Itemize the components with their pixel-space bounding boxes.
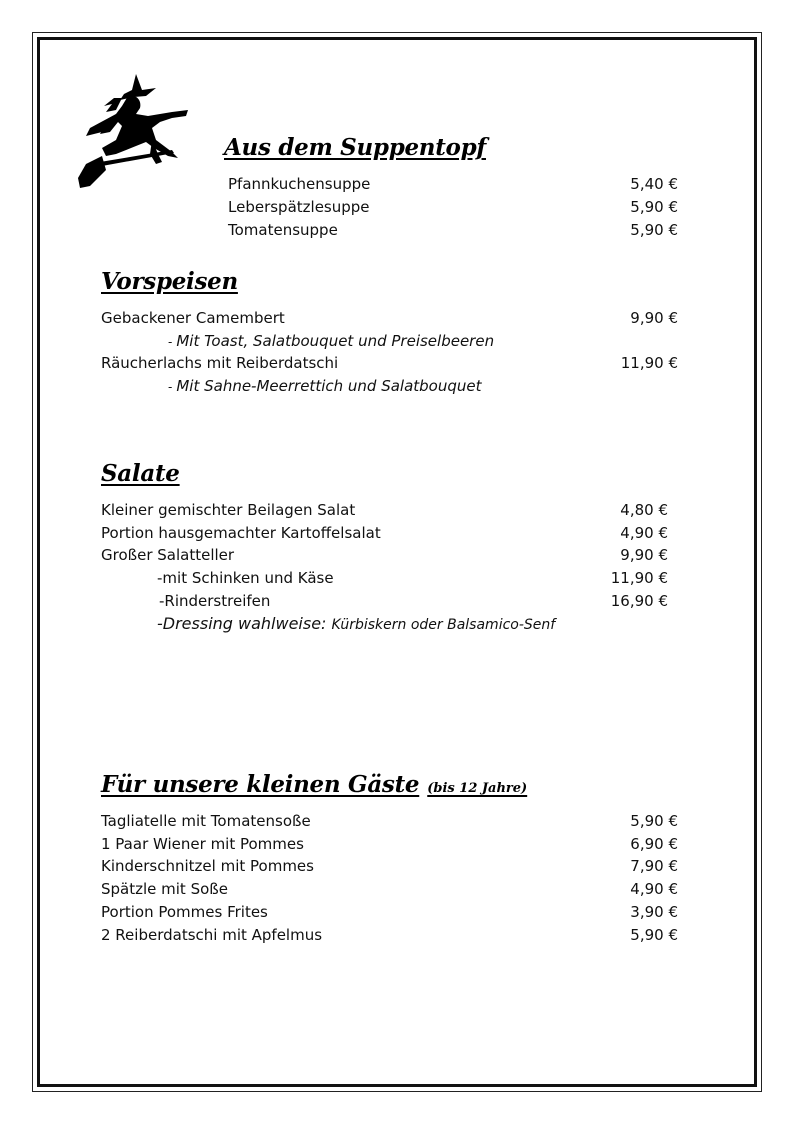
item-name: Tagliatelle mit Tomatensoße (101, 812, 311, 830)
menu-item (0, 591, 793, 611)
dressing-label: -Dressing wahlweise: (157, 614, 327, 633)
menu-item (0, 523, 793, 543)
item-price: 5,90 € (630, 926, 678, 944)
item-price: 4,90 € (630, 880, 678, 898)
kids-subtitle: (bis 12 Jahre) (427, 781, 528, 796)
item-name: 1 Paar Wiener mit Pommes (101, 835, 304, 853)
item-description: - Mit Toast, Salatbouquet und Preiselbeeren (168, 332, 495, 350)
item-name: Leberspätzlesuppe (228, 198, 370, 216)
item-note: Mit Sahne-Meerrettich und Salatbouquet (176, 377, 482, 395)
item-note: Mit Toast, Salatbouquet und Preiselbeeren (176, 332, 495, 350)
item-name: Kinderschnitzel mit Pommes (101, 857, 314, 875)
item-price: 4,80 € (620, 501, 668, 519)
menu-item (0, 220, 793, 240)
menu-item (0, 925, 793, 945)
section-title-salads: Salate (101, 460, 180, 487)
item-price: 9,90 € (620, 546, 668, 564)
item-price: 6,90 € (630, 835, 678, 853)
item-price: 5,90 € (630, 198, 678, 216)
item-name: 2 Reiberdatschi mit Apfelmus (101, 926, 323, 944)
menu-item (0, 174, 793, 194)
section-title-kids (101, 771, 527, 798)
item-name: Gebackener Camembert (101, 309, 285, 327)
menu-item (0, 879, 793, 899)
section-title-starters: Vorspeisen (101, 268, 238, 295)
item-price: 4,90 € (620, 524, 668, 542)
item-name: Portion hausgemachter Kartoffelsalat (101, 524, 381, 542)
item-price: 11,90 € (620, 354, 678, 372)
menu-item (0, 811, 793, 831)
item-name: Tomatensuppe (228, 221, 338, 239)
kids-title: Für unsere kleinen Gäste (101, 771, 420, 798)
menu-item (0, 197, 793, 217)
menu-item (0, 308, 793, 328)
dressing-note (157, 614, 555, 635)
menu-item (0, 902, 793, 922)
item-price: 16,90 € (610, 592, 668, 610)
menu-item (0, 856, 793, 876)
item-name: Portion Pommes Frites (101, 903, 268, 921)
item-name: Großer Salatteller (101, 546, 235, 564)
item-name: Pfannkuchensuppe (228, 175, 371, 193)
item-name: -mit Schinken und Käse (157, 569, 334, 587)
menu-item (0, 353, 793, 373)
menu-item (0, 500, 793, 520)
item-description: - Mit Sahne-Meerrettich und Salatbouquet (168, 377, 482, 395)
item-price: 5,90 € (630, 812, 678, 830)
menu-item (0, 568, 793, 588)
section-title-soups: Aus dem Suppentopf (224, 134, 486, 161)
item-price: 5,40 € (630, 175, 678, 193)
dressing-options: Kürbiskern oder Balsamico-Senf (331, 617, 556, 633)
item-price: 5,90 € (630, 221, 678, 239)
item-price: 11,90 € (610, 569, 668, 587)
item-price: 9,90 € (630, 309, 678, 327)
menu-item (0, 834, 793, 854)
item-price: 7,90 € (630, 857, 678, 875)
item-name: -Rinderstreifen (159, 592, 271, 610)
item-price: 3,90 € (630, 903, 678, 921)
item-name: Räucherlachs mit Reiberdatschi (101, 354, 339, 372)
item-name: Kleiner gemischter Beilagen Salat (101, 501, 356, 519)
item-name: Spätzle mit Soße (101, 880, 228, 898)
menu-item (0, 545, 793, 565)
